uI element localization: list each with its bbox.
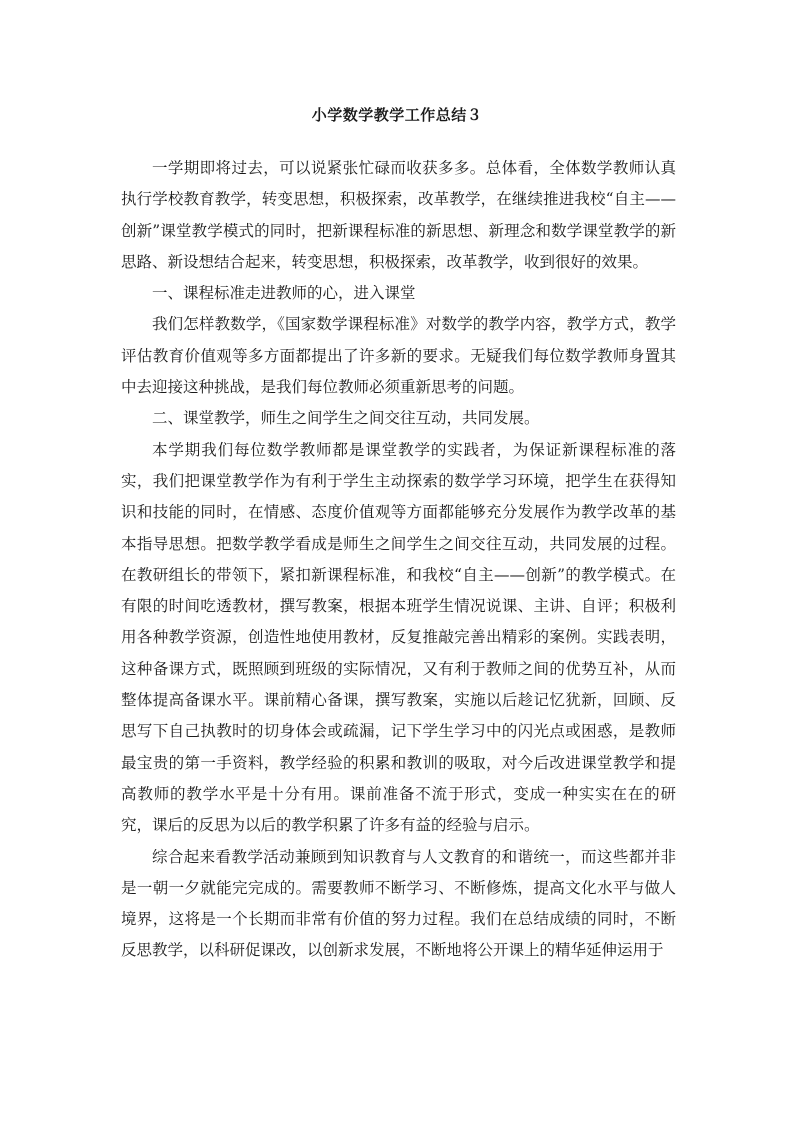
paragraph-intro: 一学期即将过去，可以说紧张忙碌而收获多多。总体看，全体数学教师认真执行学校教育教学，转变思想，积极探索，改革教学，在继续推进我校“自主——创新”课堂教学模式的同时，把新课程标准的新思想、新理念和数学课堂教学的新思路、新设想结合起来，转变思想，积极探索，改革教学，收到很好的效果。 bbox=[121, 159, 676, 271]
paragraph-classroom: 本学期我们每位数学教师都是课堂教学的实践者，为保证新课程标准的落实，我们把课堂教学作为有利于学生主动探索的数学学习环境，把学生在获得知识和技能的同时，在情感、态度价值观等方面都能够充分发展作为教学改革的基本指导思想。把数学教学看成是师生之间学生之间交往互动，共同发展的过程。在教研组长的带领下，紧扣新课程标准，和我校“自主——创新”的教学模式。在有限的时间吃透教材，撰写教案，根据本班学生情况说课、主讲、自评；积极利用各种教学资源，创造性地使用教材，反复推敲完善出精彩的案例。实践表明，这种备课方式，既照顾到班级的实际情况，又有利于教师之间的优势互补，从而整体提高备课水平。课前精心备课，撰写教案，实施以后趁记忆犹新，回顾、反思写下自己执教时的切身体会或疏漏，记下学生学习中的闪光点或困惑，是教师最宝贵的第一手资料，教学经验的积累和教训的吸取，对今后改进课堂教学和提高教师的教学水平是十分有用。课前准备不流于形式，变成一种实实在在的研究，课后的反思为以后的教学积累了许多有益的经验与启示。 bbox=[121, 440, 676, 835]
document-body bbox=[121, 153, 676, 967]
section-heading-2: 二、课堂教学，师生之间学生之间交往互动，共同发展。 bbox=[152, 409, 540, 428]
paragraph-summary: 综合起来看教学活动兼顾到知识教育与人文教育的和谐统一，而这些都并非是一朝一夕就能完完成的。需要教师不断学习、不断修炼，提高文化水平与做人境界，这将是一个长期而非常有价值的努力过程。我们在总结成绩的同时，不断反思教学，以科研促课改，以创新求发展，不断地将公开课上的精华延伸运用于 bbox=[121, 847, 676, 960]
document-title: 小学数学教学工作总结３ bbox=[311, 106, 483, 124]
paragraph-standards: 我们怎样教数学，《国家数学课程标准》对数学的教学内容，教学方式，教学评估教育价值观等多方面都提出了许多新的要求。无疑我们每位数学教师身置其中去迎接这种挑战，是我们每位教师必须重新思考的问题。 bbox=[121, 315, 676, 397]
section-heading-1: 一、课程标准走进教师的心，进入课堂 bbox=[152, 284, 416, 303]
